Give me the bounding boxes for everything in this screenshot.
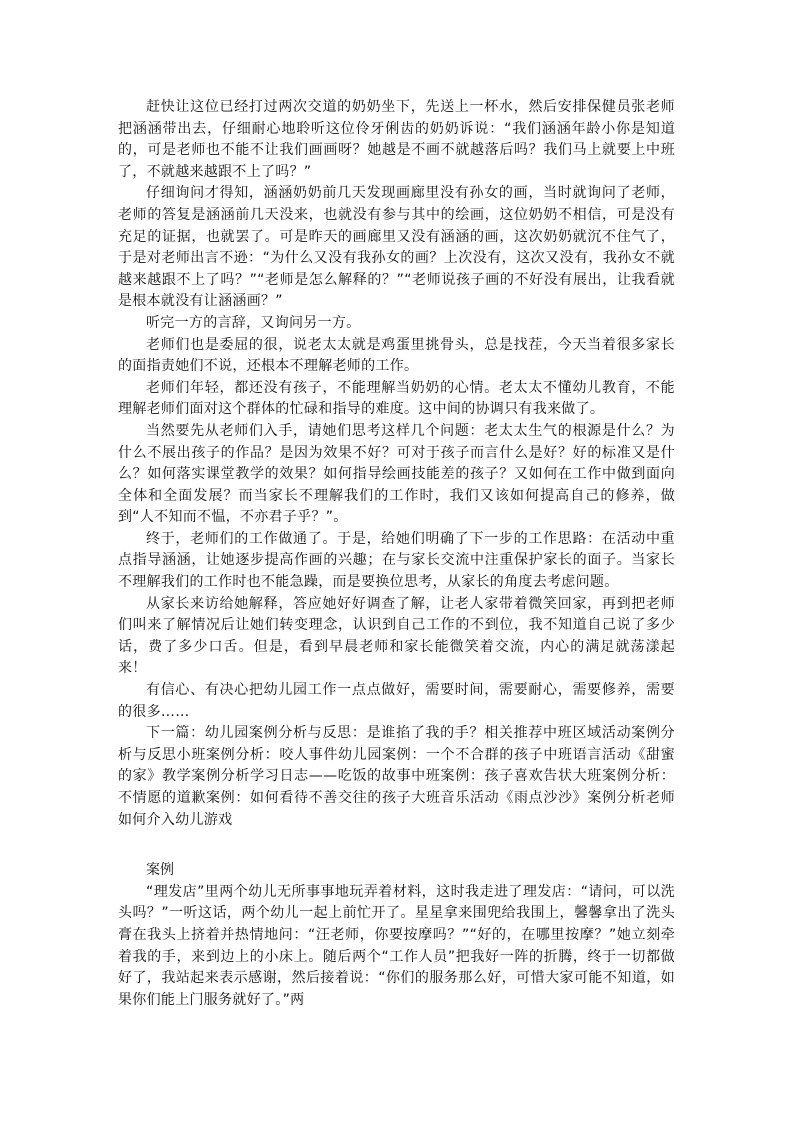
paragraph-1: 赶快让这位已经打过两次交道的奶奶坐下，先送上一杯水，然后安排保健员张老师把涵涵带出去，仔细耐心地聆听这位伶牙俐齿的奶奶诉说：“我们涵涵年龄小你是知道的，可是老师也不能不让我们画画呀？她越是不画不就越落后吗？我们马上就要上中班了，不就越来越跟不上了吗？”: [118, 99, 675, 180]
paragraph-2: 仔细询问才得知，涵涵奶奶前几天发现画廊里没有孙女的画，当时就询问了老师，老师的答复是涵涵前几天没来，也就没有参与其中的绘画，这位奶奶不相信，可是没有充足的证据，也就罢了。可是昨天的画廊里又没有涵涵的画，这次奶奶就沉不住气了，于是对老师出言不逊：“为什么又没有我孙女的画？上次没有，这次又没有，我孙女不就越来越跟不上了吗？”“老师是怎么解释的？”“老师说孩子画的不好没有展出，让我看就是根本就没有让涵涵画？”: [118, 185, 675, 310]
case-paragraph-1: “理发店”里两个幼儿无所事事地玩弄着材料，这时我走进了理发店：“请问，可以洗头吗？”一听这话，两个幼儿一起上前忙开了。星星拿来围兜给我围上，馨馨拿出了洗头膏在我头上挤着并热情地问：“汪老师，你要按摩吗？”“好的，在哪里按摩？”她立刻牵着我的手，来到边上的小床上。随后两个“工作人员”把我好一阵的折腾，终于一切都做好了，我站起来表示感谢，然后接着说：“你们的服务那么好，可惜大家可能不知道，如果你们能上门服务就好了。”两: [118, 883, 675, 1008]
paragraph-5: 老师们年轻，都还没有孩子，不能理解当奶奶的心情。老太太不懂幼儿教育，不能理解老师们面对这个群体的忙碌和指导的难度。这中间的协调只有我来做了。: [118, 379, 675, 418]
section-heading: 案例: [146, 862, 174, 879]
related-links-paragraph: 下一篇：幼儿园案例分析与反思：是谁掐了我的手？相关推荐中班区域活动案例分析与反思小班案例分析：咬人事件幼儿园案例：一个不合群的孩子中班语言活动《甜蜜的家》教学案例分析学习日志——吃饭的故事中班案例：孩子喜欢告状大班案例分析：不情愿的道歉案例：如何看待不善交往的孩子大班音乐活动《雨点沙沙》案例分析老师如何介入幼儿游戏: [118, 725, 675, 828]
paragraph-6: 当然要先从老师们入手，请她们思考这样几个问题：老太太生气的根源是什么？为什么不展出孩子的作品？是因为效果不好？可对于孩子而言什么是好？好的标准又是什么？如何落实课堂教学的效果？如何指导绘画技能差的孩子？又如何在工作中做到面向全体和全面发展？而当家长不理解我们的工作时，我们又该如何提高自己的修养，做到“人不知而不愠，不亦君子乎？”。: [118, 422, 675, 526]
paragraph-7: 终于，老师们的工作做通了。于是，给她们明确了下一步的工作思路：在活动中重点指导涵涵，让她逐步提高作画的兴趣；在与家长交流中注重保护家长的面子。当家长不理解我们的工作时也不能急躁，而是要换位思考，从家长的角度去考虑问题。: [118, 530, 675, 591]
paragraph-9: 有信心、有决心把幼儿园工作一点点做好，需要时间，需要耐心，需要修养，需要的很多……: [118, 682, 675, 720]
paragraph-4: 老师们也是委屈的很，说老太太就是鸡蛋里挑骨头，总是找茬，今天当着很多家长的面指责她们不说，还根本不理解老师的工作。: [118, 336, 675, 375]
paragraph-3: 听完一方的言辞，又询问另一方。: [146, 314, 361, 331]
paragraph-8: 从家长来访给她解释，答应她好好调查了解，让老人家带着微笑回家，再到把老师们叫来了解情况后让她们转变理念，认识到自己工作的不到位，我不知道自己说了多少话，费了多少口舌。但是，看到早晨老师和家长能微笑着交流，内心的满足就荡漾起来！: [118, 595, 675, 677]
